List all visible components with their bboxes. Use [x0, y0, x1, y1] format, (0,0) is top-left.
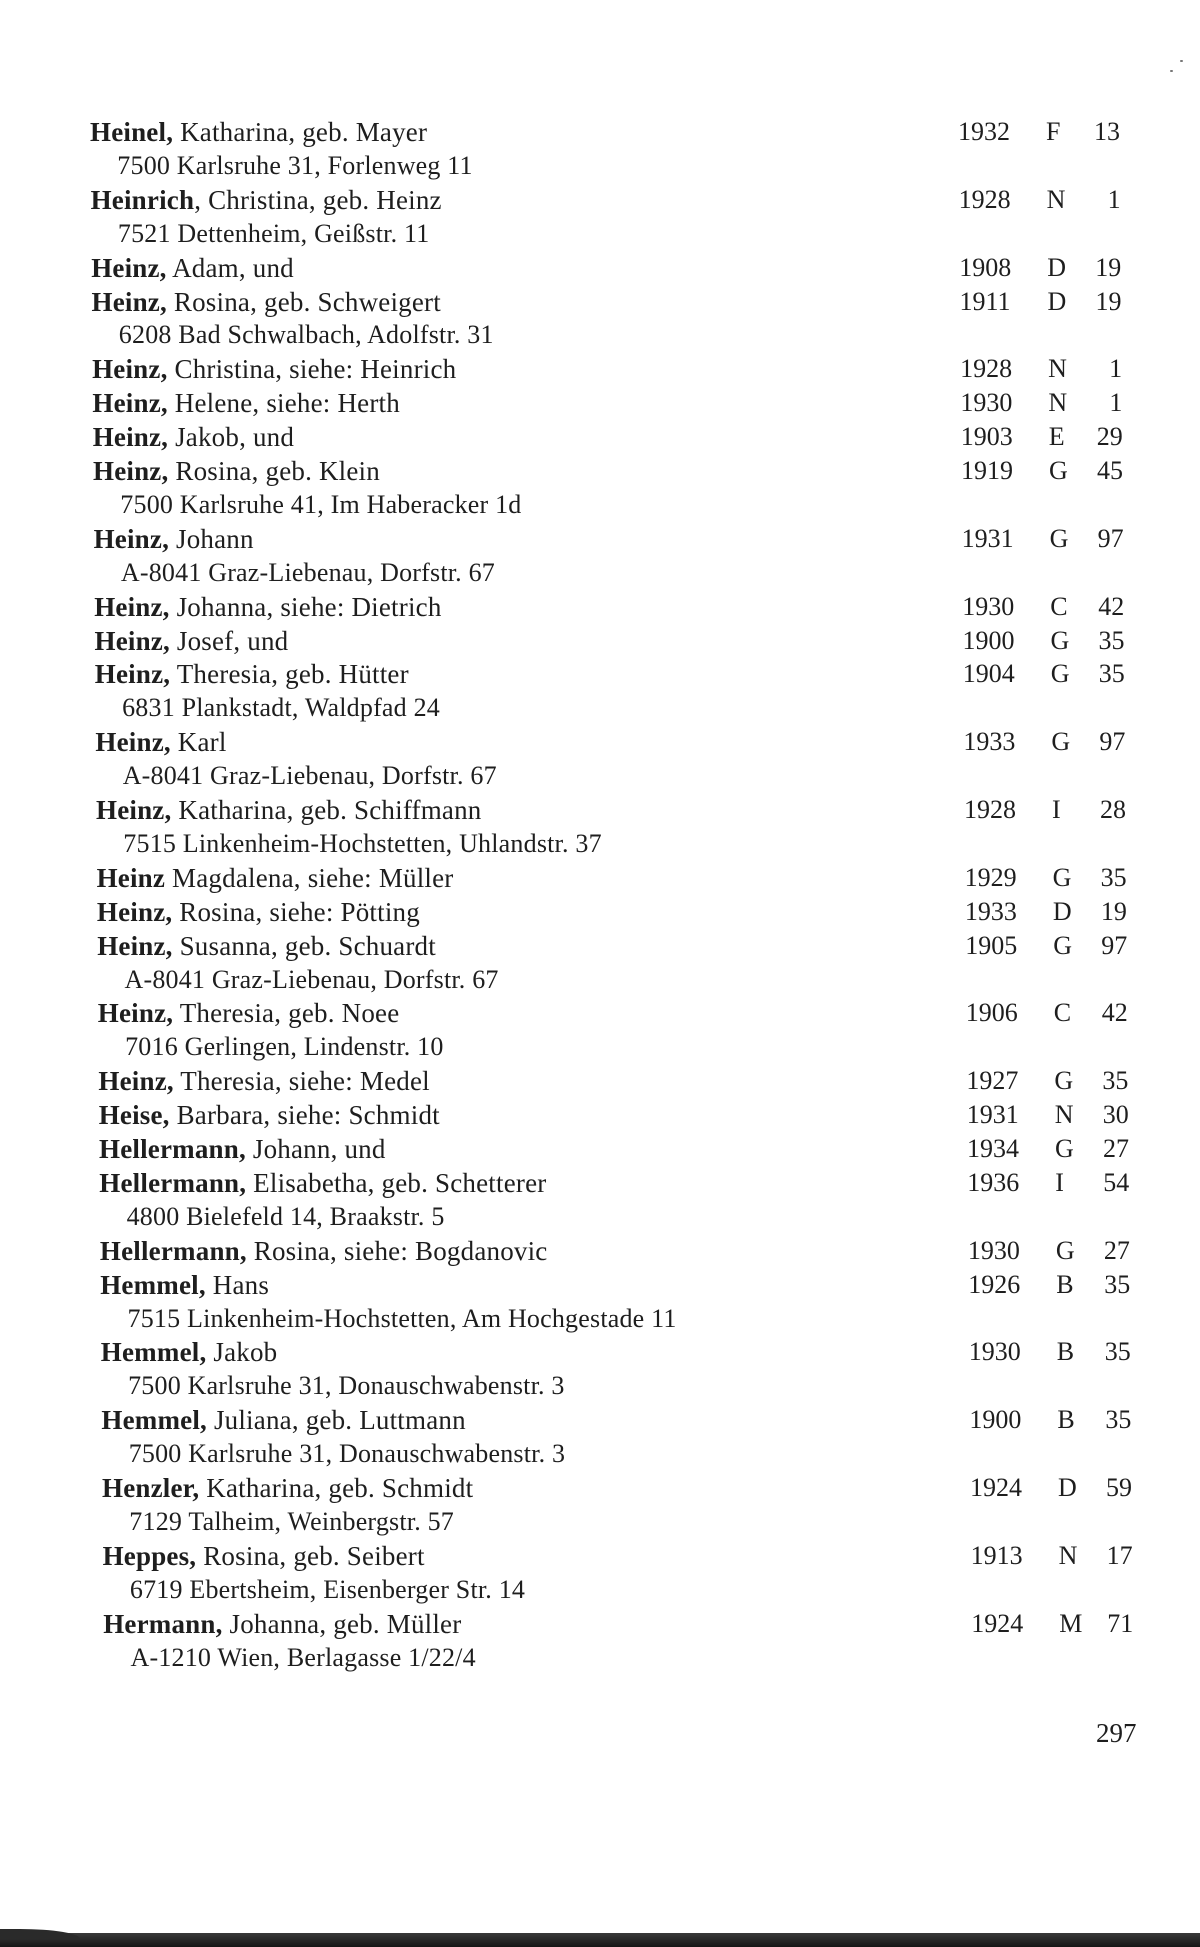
entry-given-names: Barbara, siehe: Schmidt: [169, 1100, 440, 1131]
entry-name-line: [102, 1471, 473, 1505]
entry-group: I: [1055, 1167, 1064, 1197]
entry-given-names: Susanna, geb. Schuardt: [172, 930, 436, 961]
entry-group: G: [1054, 1066, 1074, 1096]
entry-group: B: [1056, 1269, 1074, 1299]
entry-values: [968, 1234, 1138, 1268]
entry-group: D: [1058, 1473, 1077, 1502]
entry-values: [967, 1166, 1137, 1200]
entry-given-names: Johann, und: [245, 1134, 386, 1164]
entry-surname: Heinz,: [94, 659, 171, 690]
entry-number: 19: [1095, 252, 1122, 282]
entry-values: [963, 657, 1133, 691]
entry-given-names: Katharina, geb. Mayer: [173, 117, 428, 147]
entry-given-names: Rosina, geb. Seibert: [196, 1540, 425, 1571]
entry-number: 1: [1109, 354, 1123, 384]
entry-values: [961, 420, 1131, 454]
entry-surname: Hermann,: [103, 1608, 223, 1639]
entry-surname: Hemmel,: [100, 1337, 207, 1368]
entry-surname: Hellermann,: [99, 1235, 247, 1266]
entry-number: 13: [1094, 117, 1120, 146]
entry-group: E: [1048, 422, 1065, 452]
entry-year: 1904: [962, 659, 1015, 689]
entry-year: 1924: [971, 1608, 1024, 1638]
scan-speck: [1180, 60, 1183, 62]
entry-year: 1933: [964, 896, 1017, 926]
entry-year: 1900: [962, 625, 1015, 655]
entry-year: 1936: [967, 1167, 1020, 1197]
entry-given-names: Adam, und: [166, 252, 294, 283]
entry-address: 7521 Dettenheim, Geißstr. 11: [117, 218, 430, 248]
entry-surname: Heinz,: [92, 354, 168, 385]
entry-year: 1913: [970, 1540, 1023, 1570]
entry-given-names: Josef, und: [169, 625, 289, 656]
scan-edge-curve: [0, 1929, 80, 1939]
entry-values: [965, 861, 1135, 895]
entry-group: N: [1054, 1100, 1074, 1130]
entry-name-line: [91, 251, 294, 285]
entry-surname: Heinrich: [90, 184, 195, 215]
entry-values: [963, 725, 1133, 759]
entry-number: 35: [1105, 1405, 1132, 1435]
entry-group: G: [1050, 625, 1070, 655]
entry-given-names: Rosina, geb. Schweigert: [166, 286, 441, 317]
entry-address: 7016 Gerlingen, Lindenstr. 10: [125, 1032, 444, 1062]
entry-number: 97: [1099, 727, 1126, 757]
entry-year: 1930: [960, 388, 1013, 418]
entry-group: D: [1047, 252, 1066, 282]
entry-address: 7515 Linkenheim-Hochstetten, Am Hochgestade 11: [127, 1303, 677, 1333]
entry-values: [963, 624, 1133, 658]
entry-given-names: Rosina, siehe: Pötting: [172, 896, 420, 927]
entry-group: G: [1053, 930, 1072, 960]
entry-name-line: [98, 996, 400, 1030]
entry-given-names: Rosina, geb. Klein: [168, 456, 380, 486]
entry-number: 35: [1100, 862, 1127, 892]
entry-surname: Heinz,: [93, 456, 169, 486]
entry-surname: Heise,: [98, 1100, 170, 1131]
entry-name-line: [100, 1268, 269, 1302]
entry-values: [966, 996, 1136, 1030]
entry-group: N: [1058, 1540, 1078, 1570]
entry-given-names: Elisabetha, geb. Schetterer: [246, 1167, 547, 1198]
entry-address: 7500 Karlsruhe 31, Donauschwabenstr. 3: [128, 1371, 565, 1401]
entry-group: D: [1052, 896, 1072, 926]
entry-name-line: [97, 895, 420, 929]
entry-year: 1932: [958, 117, 1010, 146]
entry-number: 19: [1100, 896, 1127, 926]
entry-number: 35: [1098, 659, 1125, 689]
entry-year: 1903: [960, 422, 1013, 452]
entry-values: [960, 352, 1130, 386]
entry-given-names: , Christina, geb. Heinz: [194, 184, 442, 215]
entry-group: C: [1053, 998, 1072, 1028]
entry-name-line: [103, 1607, 461, 1641]
entry-year: 1924: [970, 1473, 1022, 1502]
entry-group: G: [1050, 659, 1070, 689]
entry-address: 6719 Ebertsheim, Eisenberger Str. 14: [129, 1574, 526, 1604]
entry-group: B: [1056, 1337, 1075, 1367]
entry-number: 28: [1100, 795, 1126, 824]
entry-surname: Henzler,: [102, 1473, 200, 1503]
entry-given-names: Jakob, und: [168, 422, 295, 453]
entry-surname: Heinz: [96, 862, 166, 893]
entry-year: 1919: [961, 456, 1013, 485]
entry-group: N: [1048, 388, 1068, 418]
entry-surname: Heinz,: [92, 388, 168, 419]
entry-given-names: Johanna, geb. Müller: [222, 1608, 462, 1639]
entry-name-line: [99, 1098, 440, 1132]
page-number: 297: [1096, 1718, 1137, 1748]
entry-number: 42: [1101, 998, 1128, 1028]
entry-year: 1900: [969, 1405, 1022, 1435]
entry-given-names: Johanna, siehe: Dietrich: [169, 591, 442, 622]
entry-name-line: [96, 793, 482, 827]
entry-year: 1927: [966, 1066, 1019, 1096]
entry-surname: Heinz,: [94, 591, 170, 622]
entry-name-line: [97, 861, 454, 895]
entry-values: [965, 895, 1135, 929]
entry-name-line: [92, 386, 400, 420]
entry-address: 6208 Bad Schwalbach, Adolfstr. 31: [118, 320, 494, 350]
entry-number: 29: [1096, 422, 1123, 452]
entry-address: 7500 Karlsruhe 31, Forlenweg 11: [117, 150, 473, 180]
entry-surname: Heinz,: [91, 252, 167, 283]
entry-number: 97: [1097, 523, 1124, 553]
entry-values: [960, 386, 1130, 420]
entry-number: 1: [1107, 184, 1121, 214]
entry-group: C: [1050, 591, 1068, 621]
entry-group: G: [1055, 1134, 1074, 1163]
entry-address: 7500 Karlsruhe 41, Im Haberacker 1d: [120, 489, 522, 519]
entry-name-line: [93, 454, 380, 488]
entry-name-line: [91, 183, 442, 217]
entry-values: [964, 793, 1134, 827]
entry-group: G: [1052, 862, 1072, 892]
entry-values: [970, 1471, 1140, 1505]
entry-group: G: [1049, 523, 1069, 553]
entry-surname: Hemmel,: [101, 1405, 207, 1436]
entry-number: 71: [1107, 1608, 1134, 1638]
entry-year: 1929: [964, 862, 1017, 892]
entry-surname: Heppes,: [102, 1540, 197, 1571]
entry-address: A-1210 Wien, Berlagasse 1/22/4: [130, 1642, 476, 1672]
entry-surname: Heinz,: [98, 1066, 174, 1097]
entry-surname: Heinz,: [91, 286, 167, 317]
entry-name-line: [98, 1064, 429, 1098]
entry-surname: Heinz,: [94, 625, 170, 656]
entry-address: 7129 Talheim, Weinbergstr. 57: [129, 1506, 454, 1536]
entry-group: G: [1051, 727, 1071, 757]
entry-name-line: [99, 1132, 386, 1166]
entry-address: 7500 Karlsruhe 31, Donauschwabenstr. 3: [128, 1439, 566, 1469]
entry-values: [965, 929, 1135, 963]
entry-name-line: [99, 1166, 546, 1200]
entry-year: 1928: [964, 795, 1016, 824]
entry-group: G: [1055, 1235, 1075, 1265]
entry-surname: Hellermann,: [99, 1134, 246, 1164]
entry-name-line: [97, 929, 436, 963]
entry-surname: Heinz,: [95, 727, 171, 758]
entry-values: [968, 1268, 1138, 1302]
entry-number: 19: [1095, 286, 1122, 316]
entry-name-line: [101, 1403, 465, 1437]
entry-group: F: [1046, 117, 1061, 146]
entry-given-names: Jakob: [206, 1337, 278, 1368]
entry-given-names: Theresia, geb. Noee: [173, 998, 400, 1029]
entry-name-line: [92, 352, 456, 386]
entry-year: 1905: [965, 930, 1018, 960]
entry-name-line: [100, 1234, 548, 1268]
entry-year: 1928: [960, 354, 1013, 384]
entry-values: [971, 1539, 1141, 1573]
entry-values: [969, 1335, 1139, 1369]
scan-edge: [0, 1933, 1200, 1947]
entry-given-names: Johann: [169, 523, 254, 554]
entry-group: D: [1047, 286, 1067, 316]
entry-address: 6831 Plankstadt, Waldpfad 24: [122, 693, 440, 723]
entry-values: [958, 115, 1128, 149]
entry-year: 1934: [967, 1134, 1019, 1163]
entry-name-line: [90, 115, 427, 149]
entry-surname: Heinz,: [97, 998, 174, 1029]
entry-name-line: [101, 1335, 278, 1369]
entry-name-line: [95, 624, 289, 658]
scan-speck: [1170, 70, 1173, 72]
entry-number: 45: [1097, 456, 1123, 485]
entry-year: 1931: [966, 1100, 1019, 1130]
entry-group: G: [1049, 456, 1068, 485]
entry-name-line: [95, 657, 409, 691]
entry-number: 27: [1103, 1134, 1129, 1163]
entry-year: 1928: [958, 184, 1011, 214]
entry-name-line: [94, 522, 254, 556]
entry-year: 1930: [968, 1337, 1021, 1367]
entry-number: 35: [1102, 1066, 1129, 1096]
entry-year: 1908: [959, 252, 1012, 282]
entry-address: A-8041 Graz-Liebenau, Dorfstr. 67: [120, 557, 495, 587]
entry-surname: Heinz,: [96, 896, 173, 927]
entry-name-line: [92, 285, 441, 319]
entry-number: 35: [1104, 1337, 1131, 1367]
entry-values: [960, 285, 1130, 319]
entry-given-names: Karl: [170, 727, 227, 758]
entry-address: A-8041 Graz-Liebenau, Dorfstr. 67: [124, 964, 499, 994]
entry-given-names: Theresia, siehe: Medel: [173, 1066, 430, 1097]
entry-surname: Heinz,: [93, 523, 170, 554]
entry-surname: Hemmel,: [100, 1269, 206, 1300]
entry-given-names: Rosina, siehe: Bogdanovic: [246, 1235, 548, 1266]
entry-number: 27: [1103, 1235, 1130, 1265]
entry-given-names: Katharina, geb. Schiffmann: [171, 795, 482, 825]
entry-surname: Heinz,: [92, 422, 169, 453]
entry-number: 42: [1098, 591, 1125, 621]
entry-address: 4800 Bielefeld 14, Braakstr. 5: [126, 1201, 445, 1231]
entry-number: 54: [1103, 1167, 1130, 1197]
entry-number: 59: [1106, 1473, 1132, 1502]
entry-year: 1911: [959, 286, 1011, 316]
entry-values: [959, 251, 1129, 285]
entry-values: [962, 522, 1132, 556]
entry-surname: Heinel,: [90, 117, 174, 147]
entry-surname: Heinz,: [97, 930, 173, 961]
entry-number: 30: [1102, 1100, 1129, 1130]
entry-number: 35: [1104, 1269, 1131, 1299]
entry-number: 97: [1101, 930, 1128, 960]
entry-values: [967, 1098, 1137, 1132]
entry-name-line: [94, 590, 441, 624]
entry-group: I: [1052, 795, 1061, 824]
entry-address: A-8041 Graz-Liebenau, Dorfstr. 67: [122, 761, 497, 791]
entry-values: [966, 1064, 1136, 1098]
entry-given-names: Helene, siehe: Herth: [167, 388, 400, 419]
entry-values: [961, 454, 1131, 488]
entry-year: 1930: [962, 591, 1015, 621]
entry-group: N: [1046, 184, 1066, 214]
entry-year: 1933: [963, 727, 1016, 757]
entry-group: N: [1048, 354, 1067, 384]
entry-given-names: Hans: [205, 1269, 270, 1300]
entry-values: [959, 183, 1129, 217]
entry-year: 1926: [968, 1269, 1021, 1299]
entry-number: 35: [1098, 625, 1125, 655]
entry-given-names: Juliana, geb. Luttmann: [207, 1405, 466, 1436]
entry-values: [969, 1403, 1139, 1437]
entry-year: 1930: [967, 1235, 1020, 1265]
entry-number: 1: [1109, 388, 1123, 418]
entry-group: M: [1059, 1608, 1083, 1638]
entry-year: 1931: [961, 523, 1014, 553]
entry-given-names: Magdalena, siehe: Müller: [165, 862, 454, 893]
entry-name-line: [103, 1539, 425, 1573]
entry-number: 17: [1106, 1540, 1133, 1570]
entry-values: [971, 1607, 1141, 1641]
entry-given-names: Theresia, geb. Hütter: [170, 659, 409, 690]
entry-address: 7515 Linkenheim-Hochstetten, Uhlandstr. 37: [123, 828, 602, 858]
entry-name-line: [93, 420, 294, 454]
entry-year: 1906: [965, 998, 1018, 1028]
entry-group: B: [1057, 1405, 1075, 1435]
entry-given-names: Katharina, geb. Schmidt: [199, 1473, 474, 1503]
entry-name-line: [95, 725, 226, 759]
entry-values: [967, 1132, 1137, 1166]
entry-surname: Hellermann,: [99, 1167, 247, 1198]
entry-given-names: Christina, siehe: Heinrich: [167, 354, 457, 385]
entry-surname: Heinz,: [96, 795, 172, 825]
entry-values: [962, 590, 1132, 624]
